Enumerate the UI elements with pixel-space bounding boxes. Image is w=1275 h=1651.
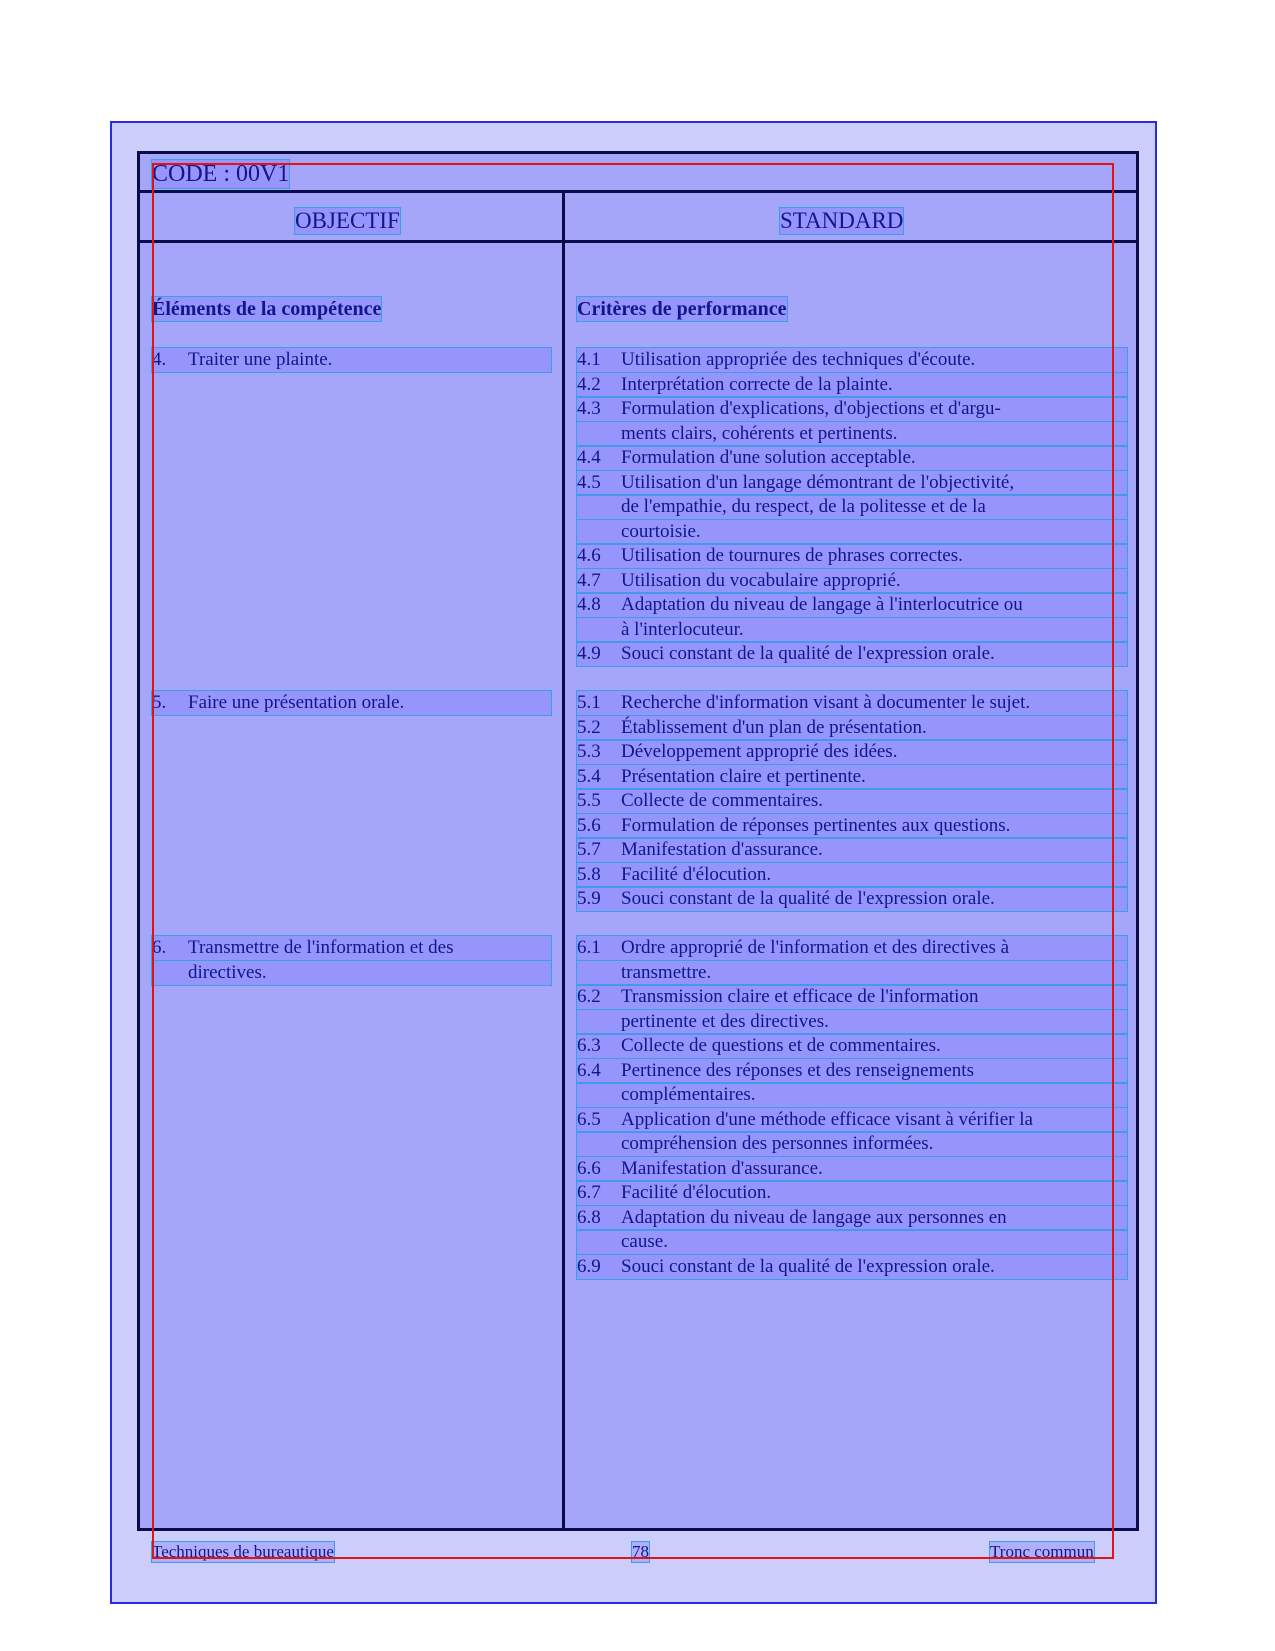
criterion-number: 4.3 xyxy=(577,398,601,419)
criterion-6-7 xyxy=(577,1181,1127,1205)
criterion-text: Pertinence des réponses et des renseignements xyxy=(621,1059,974,1081)
criterion-number: 6.8 xyxy=(577,1206,601,1228)
criterion-text: Souci constant de la qualité de l'expression orale. xyxy=(621,888,995,909)
criterion-6-2 xyxy=(577,985,1127,1009)
criterion-number: 4.5 xyxy=(577,471,601,493)
criterion-text: pertinente et des directives. xyxy=(621,1010,829,1032)
element-number: 4. xyxy=(152,349,167,370)
criterion-text: Adaptation du niveau de langage à l'interlocutrice ou xyxy=(621,594,1023,615)
criterion-text: ments clairs, cohérents et pertinents. xyxy=(621,422,898,444)
table-divider-header xyxy=(137,190,1139,193)
criterion-text: Formulation d'une solution acceptable. xyxy=(621,447,916,468)
criterion-5-8 xyxy=(577,863,1127,887)
criterion-text: Utilisation d'un langage démontrant de l'objectivité, xyxy=(621,471,1015,493)
element-text: directives. xyxy=(188,961,267,983)
element-5 xyxy=(152,691,551,715)
criterion-4-1 xyxy=(577,348,1127,372)
criterion-6-9 xyxy=(577,1255,1127,1279)
criterion-number: 4.6 xyxy=(577,545,601,566)
criterion-number: 4.8 xyxy=(577,594,601,615)
criterion-number: 6.9 xyxy=(577,1255,601,1277)
criterion-text: compréhension des personnes informées. xyxy=(621,1133,934,1154)
criterion-4-8 xyxy=(577,593,1127,617)
criterion-text: Transmission claire et efficace de l'information xyxy=(621,986,979,1007)
criterion-5-4 xyxy=(577,765,1127,789)
criterion-6-4-line-2 xyxy=(577,1083,1127,1107)
criterion-text: Collecte de questions et de commentaires. xyxy=(621,1035,941,1056)
criterion-text: Utilisation de tournures de phrases correctes. xyxy=(621,545,963,566)
criterion-4-9 xyxy=(577,642,1127,666)
criterion-text: complémentaires. xyxy=(621,1084,756,1105)
criterion-text: de l'empathie, du respect, de la politesse et de la xyxy=(621,496,986,517)
criterion-number: 5.6 xyxy=(577,814,601,836)
criterion-6-8 xyxy=(577,1206,1127,1230)
criterion-number: 4.1 xyxy=(577,349,601,370)
criterion-text: Adaptation du niveau de langage aux personnes en xyxy=(621,1206,1007,1228)
element-number: 5. xyxy=(152,692,167,713)
criterion-number: 5.7 xyxy=(577,839,601,860)
criterion-text: Collecte de commentaires. xyxy=(621,790,824,811)
criterion-4-5-line-3 xyxy=(577,520,1127,544)
criterion-text: Souci constant de la qualité de l'expression orale. xyxy=(621,1255,995,1277)
criterion-number: 4.4 xyxy=(577,447,601,468)
criterion-text: Présentation claire et pertinente. xyxy=(621,765,866,787)
header-objectif: OBJECTIF xyxy=(295,208,400,233)
course-code: CODE : 00V1 xyxy=(152,161,290,187)
criterion-text: transmettre. xyxy=(621,961,712,983)
criterion-number: 6.6 xyxy=(577,1157,601,1179)
criterion-text: courtoisie. xyxy=(621,520,701,542)
criterion-text: Utilisation appropriée des techniques d'écoute. xyxy=(621,349,976,370)
criterion-number: 6.1 xyxy=(577,937,601,958)
element-4 xyxy=(152,348,551,372)
criterion-6-1-line-2 xyxy=(577,961,1127,985)
criterion-number: 4.2 xyxy=(577,373,601,395)
criterion-number: 5.1 xyxy=(577,692,601,713)
criterion-6-8-line-2 xyxy=(577,1230,1127,1254)
criterion-text: Application d'une méthode efficace visant à vérifier la xyxy=(621,1108,1033,1130)
criterion-text: Formulation de réponses pertinentes aux questions. xyxy=(621,814,1011,836)
criterion-5-1 xyxy=(577,691,1127,715)
criterion-6-4 xyxy=(577,1059,1127,1083)
criterion-5-9 xyxy=(577,887,1127,911)
criterion-number: 5.3 xyxy=(577,741,601,762)
table-column-divider xyxy=(562,192,565,1530)
criterion-text: Développement approprié des idées. xyxy=(621,741,898,762)
criterion-4-5 xyxy=(577,471,1127,495)
criterion-number: 5.9 xyxy=(577,888,601,909)
criterion-number: 5.8 xyxy=(577,863,601,885)
criterion-text: Établissement d'un plan de présentation. xyxy=(621,716,927,738)
criterion-number: 5.4 xyxy=(577,765,601,787)
footer-page-number: 78 xyxy=(632,1542,649,1561)
criterion-text: Souci constant de la qualité de l'expression orale. xyxy=(621,643,995,664)
criterion-text: Manifestation d'assurance. xyxy=(621,839,823,860)
criterion-4-4 xyxy=(577,446,1127,470)
criterion-4-8-line-2 xyxy=(577,618,1127,642)
table-divider-subheader xyxy=(137,240,1139,243)
criterion-number: 5.5 xyxy=(577,790,601,811)
criterion-4-7 xyxy=(577,569,1127,593)
criterion-6-6 xyxy=(577,1157,1127,1181)
criterion-4-3 xyxy=(577,397,1127,421)
criterion-6-1 xyxy=(577,936,1127,960)
criterion-number: 6.3 xyxy=(577,1035,601,1056)
criterion-number: 6.2 xyxy=(577,986,601,1007)
criterion-6-3 xyxy=(577,1034,1127,1058)
element-6 xyxy=(152,936,551,960)
criterion-text: Ordre approprié de l'information et des directives à xyxy=(621,937,1010,958)
criterion-6-2-line-2 xyxy=(577,1010,1127,1034)
criterion-4-6 xyxy=(577,544,1127,568)
element-6-line-2 xyxy=(152,961,551,985)
criterion-number: 6.7 xyxy=(577,1182,601,1203)
footer-right: Tronc commun xyxy=(990,1542,1094,1561)
criterion-number: 6.5 xyxy=(577,1108,601,1130)
criterion-text: à l'interlocuteur. xyxy=(621,618,744,640)
header-standard: STANDARD xyxy=(780,208,904,233)
criterion-text: Facilité d'élocution. xyxy=(621,1182,772,1203)
element-text: Traiter une plainte. xyxy=(188,349,333,370)
criterion-text: cause. xyxy=(621,1231,668,1252)
criterion-5-2 xyxy=(577,716,1127,740)
criterion-text: Facilité d'élocution. xyxy=(621,863,772,885)
criterion-4-5-line-2 xyxy=(577,495,1127,519)
criterion-6-5 xyxy=(577,1108,1127,1132)
criterion-5-3 xyxy=(577,740,1127,764)
criterion-4-3-line-2 xyxy=(577,422,1127,446)
criterion-text: Formulation d'explications, d'objections et d'argu- xyxy=(621,398,1001,419)
criterion-4-2 xyxy=(577,373,1127,397)
criterion-number: 6.4 xyxy=(577,1059,601,1081)
criterion-5-5 xyxy=(577,789,1127,813)
column-title-criteres: Critères de performance xyxy=(577,298,787,320)
criterion-text: Utilisation du vocabulaire approprié. xyxy=(621,569,901,591)
element-text: Transmettre de l'information et des xyxy=(188,937,454,958)
column-title-elements: Éléments de la compétence xyxy=(152,298,382,320)
criterion-number: 4.9 xyxy=(577,643,601,664)
criterion-number: 5.2 xyxy=(577,716,601,738)
criterion-5-6 xyxy=(577,814,1127,838)
criterion-number: 4.7 xyxy=(577,569,601,591)
criterion-text: Interprétation correcte de la plainte. xyxy=(621,373,893,395)
criterion-5-7 xyxy=(577,838,1127,862)
element-number: 6. xyxy=(152,937,167,958)
criterion-text: Recherche d'information visant à documenter le sujet. xyxy=(621,692,1031,713)
footer-left: Techniques de bureautique xyxy=(152,1542,334,1561)
criterion-text: Manifestation d'assurance. xyxy=(621,1157,823,1179)
criterion-6-5-line-2 xyxy=(577,1132,1127,1156)
element-text: Faire une présentation orale. xyxy=(188,692,405,713)
